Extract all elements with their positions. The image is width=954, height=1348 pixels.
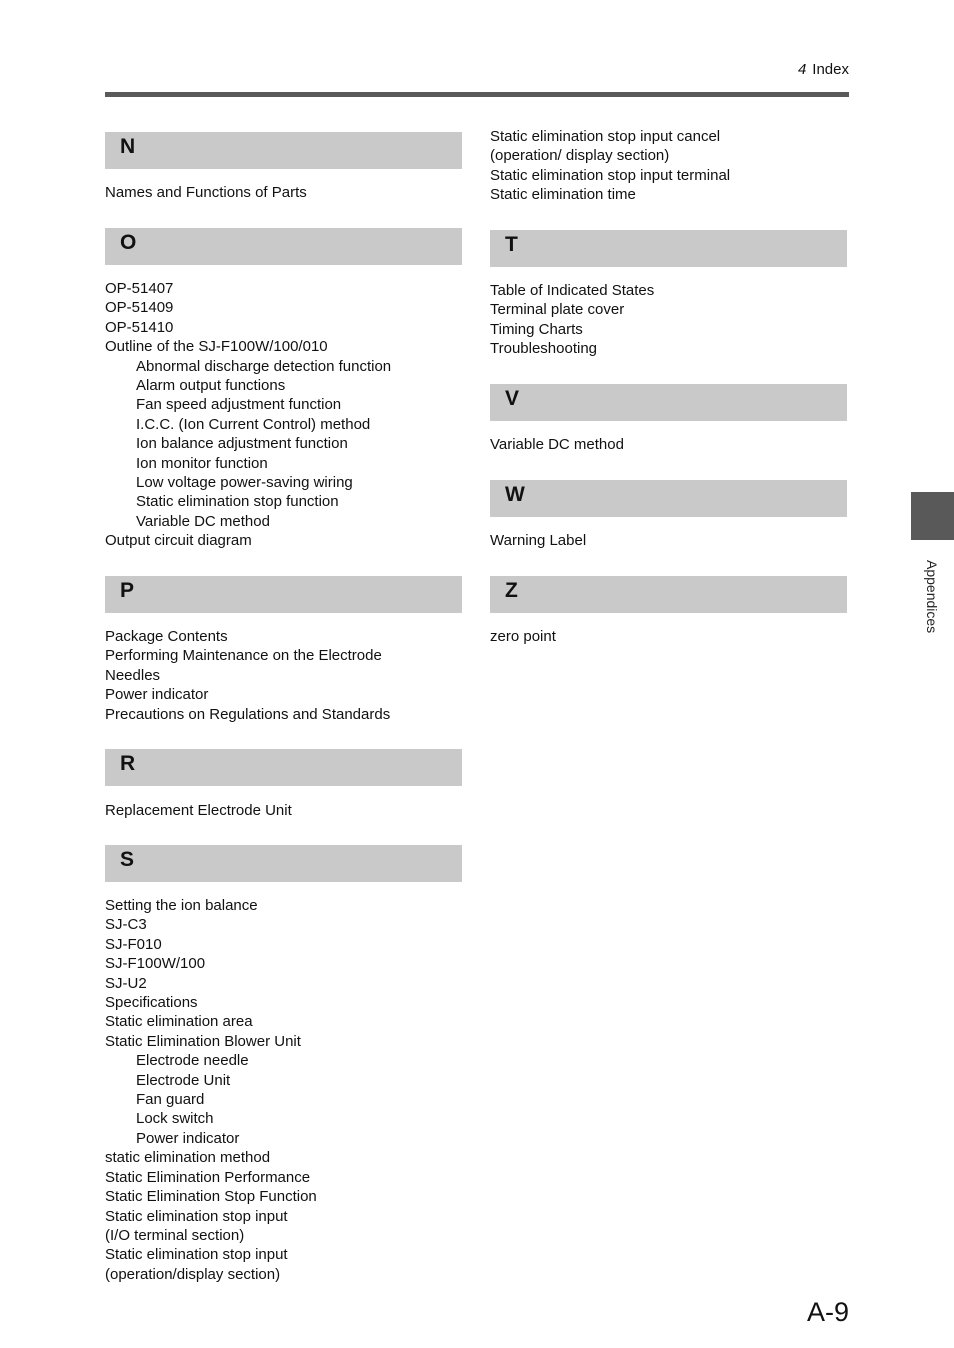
index-subentry: Fan guard: [136, 1091, 205, 1109]
index-letter-heading: [105, 228, 462, 265]
index-entry: Warning Label: [490, 532, 587, 549]
index-subentry: Ion balance adjustment function: [136, 435, 348, 453]
index-letter: N: [120, 135, 136, 158]
index-entry: Timing Charts: [490, 320, 583, 338]
index-letter: V: [505, 387, 520, 410]
index-entry: Static elimination stop input: [105, 1246, 288, 1264]
index-entry: (I/O terminal section): [105, 1226, 245, 1244]
index-entry: Static elimination time: [490, 186, 636, 204]
index-entry: Static elimination stop input terminal: [490, 166, 731, 184]
index-entry-list: [105, 627, 485, 724]
index-entry: SJ-C3: [105, 916, 147, 934]
index-subentry: Lock switch: [136, 1110, 214, 1128]
index-entry-list: [105, 896, 485, 1284]
index-entry: Variable DC method: [490, 436, 624, 453]
index-entry-list: [490, 531, 870, 550]
index-entry: OP-51407: [105, 280, 174, 297]
index-letter-heading: [490, 230, 847, 267]
index-entry: Output circuit diagram: [105, 532, 252, 550]
index-subentry: Static elimination stop function: [136, 493, 339, 511]
index-entry: Static Elimination Blower Unit: [105, 1032, 301, 1050]
index-entry: (operation/ display section): [490, 147, 670, 165]
index-entry: Troubleshooting: [490, 340, 598, 358]
index-letter: S: [120, 848, 135, 871]
index-letter-heading: [490, 576, 847, 613]
index-subentry: Power indicator: [136, 1129, 240, 1147]
index-subentry: Low voltage power-saving wiring: [136, 474, 353, 492]
index-entry: Package Contents: [105, 628, 228, 645]
section-tab: [911, 492, 954, 540]
index-entry: SJ-F010: [105, 935, 162, 953]
index-letter-heading: [105, 845, 462, 882]
index-letter: O: [120, 231, 137, 254]
index-entry-list: [105, 183, 485, 202]
index-entry-list: [490, 435, 870, 454]
header-title: Index: [812, 61, 849, 78]
index-letter-heading: [105, 576, 462, 613]
index-entry: Static elimination stop input: [105, 1207, 288, 1225]
index-letter: W: [505, 483, 525, 506]
index-subentry: Electrode needle: [136, 1052, 249, 1070]
index-entry: Power indicator: [105, 686, 209, 704]
index-entry: Replacement Electrode Unit: [105, 802, 292, 819]
index-entry: static elimination method: [105, 1149, 271, 1167]
index-letter: Z: [505, 579, 518, 602]
index-entry: Names and Functions of Parts: [105, 184, 307, 201]
index-entry: SJ-F100W/100: [105, 955, 206, 973]
index-subentry: Fan speed adjustment function: [136, 396, 342, 414]
page-number: A-9: [806, 1297, 849, 1327]
index-entry: Outline of the SJ-F100W/100/010: [105, 338, 328, 356]
index-subentry: Abnormal discharge detection function: [136, 357, 392, 375]
index-entry: (operation/display section): [105, 1265, 281, 1283]
index-subentry: Ion monitor function: [136, 454, 268, 472]
index-entry: Static Elimination Performance: [105, 1168, 311, 1186]
section-tab-label: Appendices: [924, 560, 940, 634]
running-header: [798, 61, 849, 78]
index-entry: Static Elimination Stop Function: [105, 1188, 317, 1206]
index-entry: SJ-U2: [105, 974, 147, 992]
chapter-number: 4: [797, 61, 807, 78]
index-entry: OP-51410: [105, 318, 174, 336]
index-entry: zero point: [490, 628, 556, 645]
index-letter: T: [505, 233, 518, 256]
index-letter: P: [120, 579, 135, 602]
index-subentry: Variable DC method: [136, 512, 270, 530]
index-entry-list: [490, 627, 870, 646]
index-entry: Needles: [105, 666, 161, 684]
index-entry-list: [490, 127, 870, 205]
index-entry-list: [105, 279, 485, 551]
index-entry: Table of Indicated States: [490, 282, 655, 299]
index-letter-heading: [490, 480, 847, 517]
index-subentry: Alarm output functions: [136, 377, 286, 395]
index-entry-list: [490, 281, 870, 359]
index-letter-heading: [105, 132, 462, 169]
index-entry-list: [105, 801, 485, 820]
index-subentry: I.C.C. (Ion Current Control) method: [136, 415, 371, 433]
index-entry: Static elimination stop input cancel: [490, 128, 721, 145]
index-letter-heading: [105, 749, 462, 786]
index-entry: Performing Maintenance on the Electrode: [105, 647, 382, 665]
index-entry: Terminal plate cover: [490, 301, 625, 319]
index-entry: Setting the ion balance: [105, 897, 258, 914]
index-letter: R: [120, 752, 136, 775]
header-rule: [105, 92, 849, 97]
index-entry: Static elimination area: [105, 1013, 253, 1031]
index-entry: Precautions on Regulations and Standards: [105, 705, 391, 723]
index-entry: OP-51409: [105, 299, 174, 317]
index-letter-heading: [490, 384, 847, 421]
index-subentry: Electrode Unit: [136, 1071, 231, 1089]
index-entry: Specifications: [105, 994, 198, 1012]
